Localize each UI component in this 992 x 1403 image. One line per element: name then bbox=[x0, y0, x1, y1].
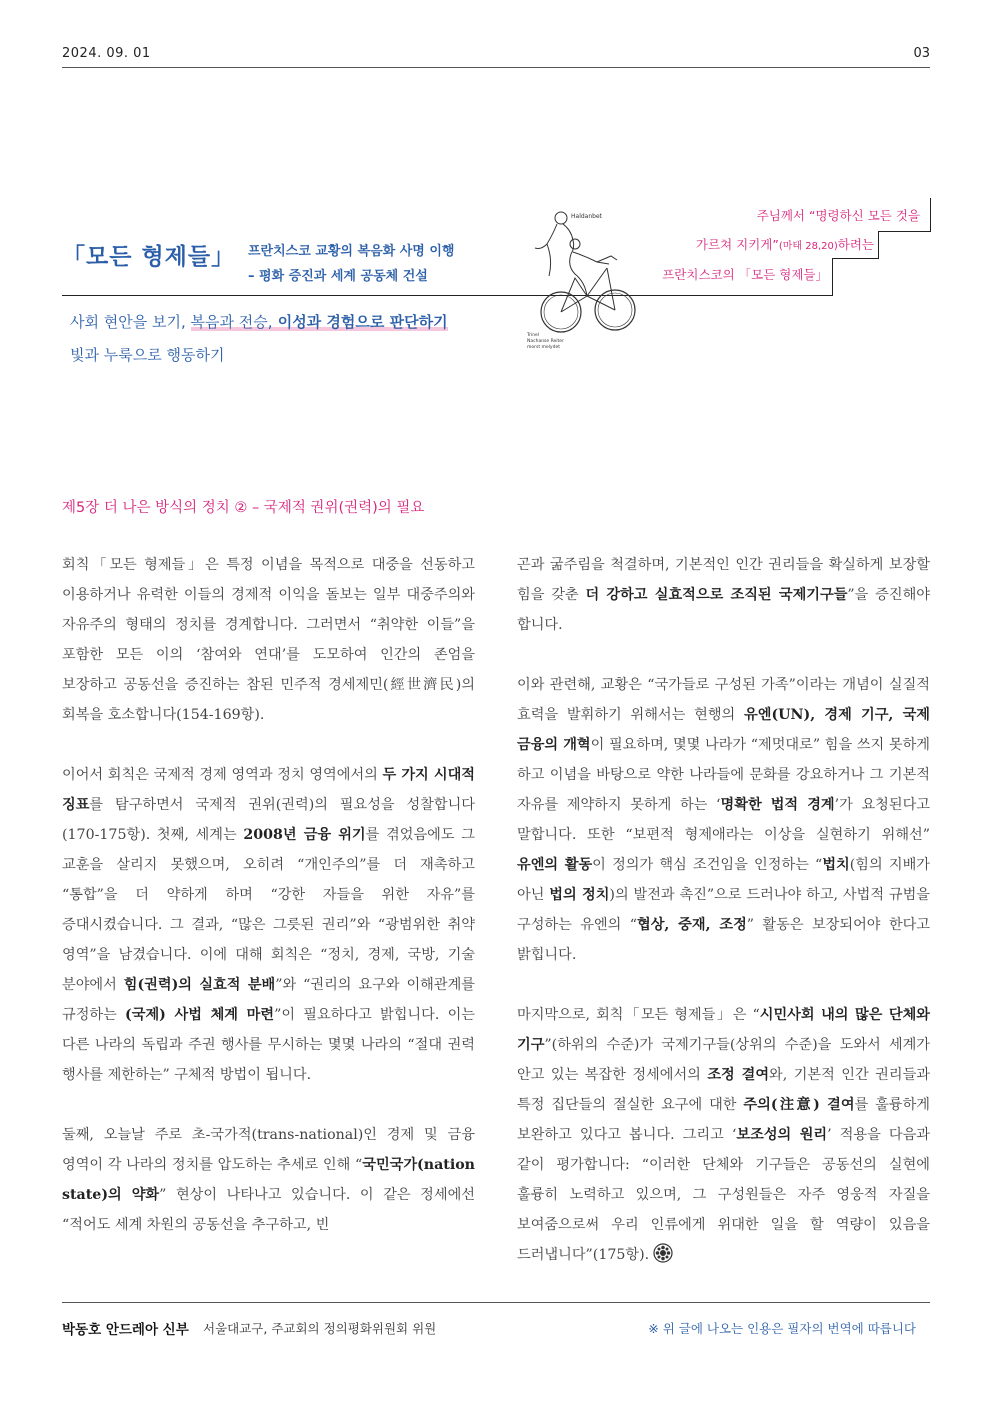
end-mark-icon bbox=[653, 1243, 673, 1263]
stair-step-2 bbox=[878, 231, 931, 259]
series-title: 「모든 형제들」 bbox=[62, 244, 236, 270]
intro-line-2: 빛과 누룩으로 행동하기 bbox=[70, 346, 225, 364]
quote-line-2-main: 가르쳐 지키게” bbox=[695, 237, 779, 252]
intro-highlight-2: 이성과 경험으로 판단하기 bbox=[272, 313, 448, 331]
body-right-column bbox=[517, 550, 930, 1300]
left-paragraph-3: 둘째, 오늘날 주로 초-국가적(trans-national)인 경제 및 금융 영역이 각 나라의 정치를 압도하는 추세로 인해 “국민국가(nation state)의 약화” 현상이 나타나고 있습니다. 이 같은 정세에선 “적어도 세계 차원의 공동선을 추구하고, 빈 bbox=[62, 1127, 475, 1233]
quote-line-1: 주님께서 “명령하신 모든 것을 bbox=[756, 208, 920, 223]
author-name: 박동호 안드레아 신부 bbox=[62, 1322, 189, 1338]
quote-line-2 bbox=[696, 235, 874, 253]
right-paragraph-1: 곤과 굶주림을 척결하며, 기본적인 인간 권리들을 확실하게 보장할 힘을 갖춘 더 강하고 실효적으로 조직된 국제기구들”을 증진해야 합니다. bbox=[517, 557, 930, 633]
top-divider bbox=[62, 67, 930, 68]
quote-ref: (마태 28,20) bbox=[778, 241, 838, 252]
illustration-caption-top: Haldanbet bbox=[571, 213, 602, 220]
header-divider bbox=[62, 295, 832, 296]
right-paragraph-3: 마지막으로, 회칙「모든 형제들」은 “시민사회 내의 많은 단체와 기구”(하위의 수준)가 국제기구들(상위의 수준)을 도와서 세계가 안고 있는 복잡한 정세에서의 조정 결여와, 기본적 인간 권리들과 특정 집단들의 절실한 요구에 대한 주의(注意) 결여를 훌륭하게 보완하고 있다고 봅니다. 그리고 ‘보조성의 원리’ 적용을 다음과 같이 평가합니다: “이러한 단체와 기구들은 공동선의 실현에 훌륭히 노력하고 있으며, 그 구성원들은 자주 영웅적 자질을 보여줌으로써 우리 인류에게 위대한 일을 할 역량이 있음을 드러냅니다”(175항). bbox=[517, 1007, 930, 1263]
intro-line-1 bbox=[70, 311, 448, 332]
series-subtitle-1: 프란치스코 교황의 복음화 사명 이행 bbox=[248, 244, 455, 259]
body-left-column bbox=[62, 550, 475, 1270]
intro-highlight-1: 복음과 전승, bbox=[190, 313, 273, 331]
right-paragraph-2: 이와 관련해, 교황은 “국가들로 구성된 가족”이라는 개념이 실질적 효력을 발휘하기 위해서는 현행의 유엔(UN), 경제 기구, 국제 금융의 개혁이 필요하며, 몇몇 나라가 “제멋대로” 힘을 쓰지 못하게 하고 이념을 바탕으로 약한 나라들에 문화를 강요하거나 그 기본적 자유를 제약하지 못하게 하는 ‘명확한 법적 경계’가 요청된다고 말합니다. 또한 “보편적 형제애라는 이상을 실현하기 위해선” 유엔의 활동이 정의가 핵심 조건임을 인정하는 “법치(힘의 지배가 아닌 법의 정치)의 발전과 촉진”으로 드러나야 하고, 사법적 규범을 구성하는 유엔의 “협상, 중재, 조정” 활동은 보장되어야 한다고 밝힙니다. bbox=[517, 677, 930, 963]
left-paragraph-2: 이어서 회칙은 국제적 경제 영역과 정치 영역에서의 두 가지 시대적 징표를 탐구하면서 국제적 권위(권력)의 필요성을 성찰합니다(170-175항). 첫째, 세계는 2008년 금융 위기를 겪었음에도 그 교훈을 살리지 못했으며, 오히려 “개인주의”를 더 재촉하고 “통합”을 더 약하게 하며 “강한 자들을 위한 자유”를 증대시켰습니다. 그 결과, “많은 그릇된 권리”와 “광범위한 취약 영역”을 남겼습니다. 이에 대해 회칙은 “정치, 경제, 국방, 기술 분야에서 힘(권력)의 실효적 분배”와 “권리의 요구와 이해관계를 규정하는 (국제) 사법 체계 마련”이 필요하다고 밝힙니다. 이는 다른 나라의 독립과 주권 행사를 무시하는 몇몇 나라의 “절대 권력 행사를 제한하는” 구체적 방법이 됩니다. bbox=[62, 767, 475, 1083]
author-affiliation: 서울대교구, 주교회의 정의평화위원회 위원 bbox=[203, 1321, 437, 1336]
illustration-caption-bottom-1: Trinel bbox=[527, 333, 540, 338]
chapter-title: 제5장 더 나은 방식의 정치 ② – 국제적 권위(권력)의 필요 bbox=[62, 500, 425, 516]
page-number: 03 bbox=[913, 46, 930, 61]
stair-step-1 bbox=[832, 258, 879, 296]
intro-line-1-prefix: 사회 현안을 보기, bbox=[70, 313, 191, 331]
left-paragraph-1: 회칙「모든 형제들」은 특정 이념을 목적으로 대중을 선동하고 이용하거나 유력한 이들의 경제적 이익을 돌보는 일부 대중주의와 자유주의 형태의 정치를 경계합니다. 그러면서 “취약한 이들”을 포함한 모든 이의 ‘참여와 연대’를 도모하여 인간의 존엄을 보장하고 공동선을 증진하는 참된 민주적 경세제민(經世濟民)의 회복을 호소합니다(154-169항). bbox=[62, 557, 475, 723]
illustration-caption-bottom-2: Nachanse Reiter bbox=[527, 339, 564, 344]
translation-note: ※ 위 글에 나오는 인용은 필자의 번역에 따릅니다 bbox=[648, 1321, 916, 1336]
quote-line-3: 프란치스코의 「모든 형제들」 bbox=[662, 267, 828, 282]
illustration-caption-bottom-3: morst melydet bbox=[527, 345, 560, 350]
bottom-divider bbox=[62, 1302, 930, 1303]
stair-step-3 bbox=[930, 198, 932, 231]
cyclist-illustration bbox=[527, 204, 639, 354]
quote-line-2-end: 하려는 bbox=[837, 237, 874, 252]
series-subtitle-2: – 평화 증진과 세계 공동체 건설 bbox=[248, 269, 428, 284]
issue-date: 2024. 09. 01 bbox=[62, 46, 151, 61]
